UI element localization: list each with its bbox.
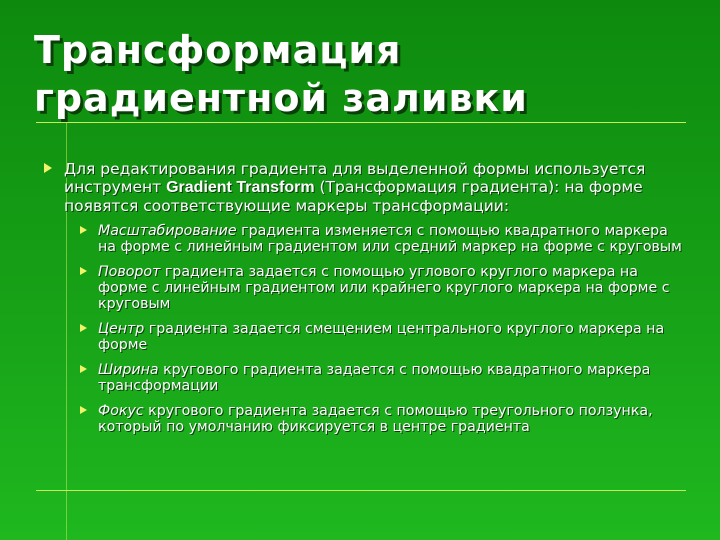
sub-bullet-text: кругового градиента задается с помощью треугольного ползунка, который по умолчанию фиксируется в центре градиента: [98, 403, 653, 435]
main-point-text-after: (Трансформация градиента): на форме появятся соответствующие маркеры трансформации:: [64, 178, 643, 215]
sub-bullet-rotation: [80, 264, 684, 312]
sub-bullet-term: Ширина: [98, 362, 159, 378]
sub-bullet-term: Центр: [98, 321, 145, 337]
triangle-bullet-icon: [80, 365, 87, 373]
sub-bullet-text: кругового градиента задается с помощью квадратного маркера трансформации: [98, 362, 651, 394]
bottom-divider: [36, 490, 686, 491]
main-bullet-point: [44, 160, 684, 215]
sub-bullet-term: Масштабирование: [98, 223, 237, 239]
sub-bullet-term: Поворот: [98, 264, 161, 280]
sub-bullet-text: градиента задается смещением центрального круглого маркера на форме: [98, 321, 665, 353]
title-line-2: градиентной заливки: [34, 76, 528, 120]
sub-bullet-term: Фокус: [98, 403, 144, 419]
sub-bullet-width: [80, 362, 684, 394]
tool-name: Gradient Transform: [166, 179, 315, 196]
triangle-bullet-icon: [80, 226, 87, 234]
slide-title: [34, 26, 528, 122]
slide-content: [44, 160, 684, 444]
sub-bullet-text: градиента изменяется с помощью квадратного маркера на форме с линейным градиентом или средний маркер на форме с круговым: [98, 223, 682, 255]
sub-bullet-scaling: [80, 223, 684, 255]
triangle-bullet-icon: [80, 267, 87, 275]
sub-bullet-text: градиента задается с помощью углового круглого маркера на форме с линейным градиентом или крайнего круглого маркера на форме с круговым: [98, 264, 670, 312]
sub-bullet-center: [80, 321, 684, 353]
sub-bullet-list: [44, 223, 684, 435]
triangle-bullet-icon: [80, 324, 87, 332]
title-underline: [36, 122, 686, 123]
triangle-bullet-icon: [44, 163, 52, 173]
triangle-bullet-icon: [80, 406, 87, 414]
main-point-text-before: Для редактирования градиента для выделенной формы используется инструмент: [64, 160, 646, 196]
sub-bullet-focus: [80, 403, 684, 435]
title-line-1: Трансформация: [34, 28, 402, 72]
